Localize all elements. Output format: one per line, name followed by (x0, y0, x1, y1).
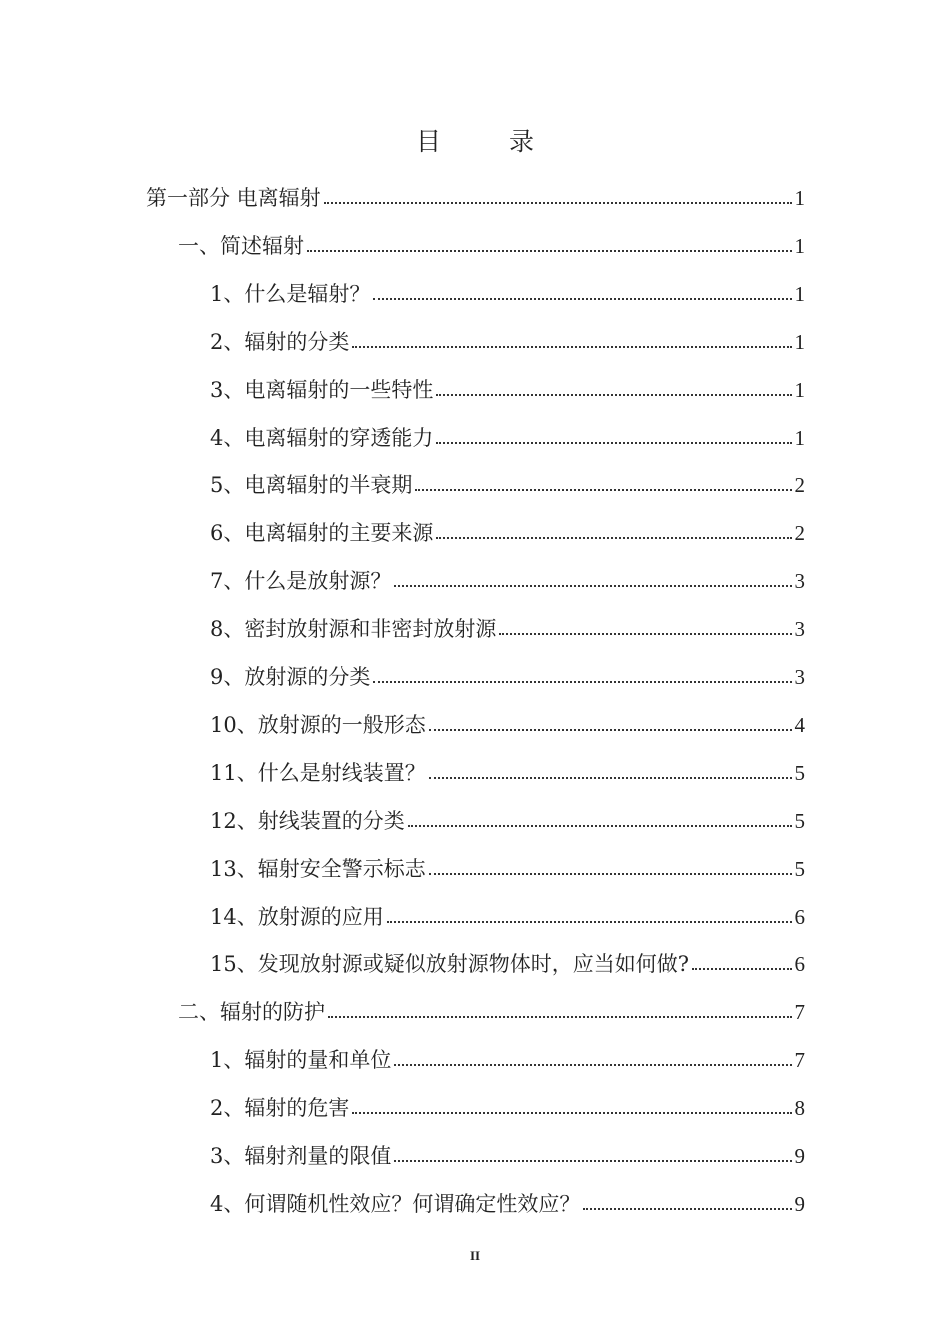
dot-leader (307, 250, 792, 252)
toc-entry-page-number: 2 (794, 473, 805, 498)
toc-entry-label: 8、密封放射源和非密封放射源 (210, 617, 497, 642)
dot-leader (352, 346, 791, 348)
toc-entry[interactable] (178, 984, 805, 1024)
toc-entry-page-number: 2 (794, 521, 805, 546)
toc-entry[interactable] (146, 170, 805, 210)
toc-entry-page-number: 4 (794, 712, 805, 737)
toc-entry-label: 一、简述辐射 (178, 233, 304, 258)
dot-leader (429, 729, 792, 731)
toc-entry-label: 第一部分 电离辐射 (146, 186, 321, 210)
dot-leader (436, 442, 791, 444)
dot-leader (394, 1160, 791, 1162)
dot-leader (373, 681, 791, 683)
dot-leader (394, 1064, 791, 1066)
toc-entry[interactable] (210, 410, 805, 450)
toc-entry-page-number: 1 (794, 186, 805, 210)
dot-leader (324, 202, 792, 204)
toc-entry-label: 5、电离辐射的半衰期 (210, 473, 413, 498)
toc-entry[interactable] (210, 649, 805, 689)
toc-entry[interactable] (210, 697, 805, 737)
dot-leader (352, 1112, 791, 1114)
toc-entry-label: 13、辐射安全警示标志 (210, 856, 426, 881)
toc-entry[interactable] (210, 553, 805, 593)
toc-entry[interactable] (210, 889, 805, 929)
toc-entry[interactable] (210, 1176, 805, 1216)
toc-entry-page-number: 3 (794, 569, 805, 594)
toc-entry-page-number: 1 (794, 425, 805, 450)
toc-entry-page-number: 3 (794, 665, 805, 689)
toc-entry[interactable] (210, 266, 805, 306)
toc-entry-page-number: 9 (794, 1144, 805, 1168)
toc-entry-page-number: 1 (794, 329, 805, 354)
toc-entry-page-number: 6 (794, 952, 805, 977)
toc-entry[interactable] (210, 841, 805, 881)
dot-leader (436, 394, 791, 396)
toc-entry[interactable] (178, 218, 805, 258)
dot-leader (408, 825, 792, 827)
toc-entry-label: 1、辐射的量和单位 (210, 1048, 392, 1073)
toc-entry-page-number: 5 (794, 856, 805, 881)
toc-entry-label: 15、发现放射源或疑似放射源物体时，应当如何做? (210, 952, 689, 977)
dot-leader (387, 921, 792, 923)
toc-entry[interactable] (210, 1032, 805, 1072)
toc-entry-label: 二、辐射的防护 (178, 1000, 325, 1025)
toc-entry-label: 7、什么是放射源？ (210, 569, 392, 594)
dot-leader (583, 1208, 791, 1210)
toc-entry[interactable] (210, 1080, 805, 1120)
toc-entry[interactable] (210, 314, 805, 354)
toc-entry-label: 14、放射源的应用 (210, 904, 384, 929)
dot-leader (415, 489, 791, 491)
toc-entry-label: 1、什么是辐射？ (210, 281, 371, 306)
toc-entry-page-number: 1 (794, 281, 805, 306)
toc-entry-page-number: 3 (794, 617, 805, 642)
toc-entry-label: 3、电离辐射的一些特性 (210, 377, 434, 402)
toc-entry-page-number: 6 (794, 904, 805, 929)
dot-leader (499, 633, 791, 635)
toc-entry-label: 4、何谓随机性效应？何谓确定性效应？ (210, 1191, 581, 1216)
toc-entry[interactable] (210, 601, 805, 641)
toc-entry-label: 10、放射源的一般形态 (210, 712, 426, 737)
toc-entry-label: 9、放射源的分类 (210, 665, 371, 689)
toc-entry-label: 6、电离辐射的主要来源 (210, 521, 434, 546)
dot-leader (429, 777, 792, 779)
toc-entry-page-number: 7 (794, 1000, 805, 1025)
toc-entry-label: 4、电离辐射的穿透能力 (210, 425, 434, 450)
toc-entry-page-number: 7 (794, 1048, 805, 1073)
dot-leader (429, 873, 792, 875)
toc-entry-page-number: 1 (794, 233, 805, 258)
page-number-footer: II (469, 1248, 481, 1263)
toc-entry[interactable] (210, 362, 805, 402)
toc-entry-page-number: 8 (794, 1096, 805, 1121)
toc-entry-page-number: 1 (794, 377, 805, 402)
toc-entry[interactable] (210, 793, 805, 833)
toc-entry-page-number: 9 (794, 1191, 805, 1216)
toc-entry-label: 2、辐射的分类 (210, 329, 350, 354)
dot-leader (436, 537, 791, 539)
dot-leader (692, 968, 792, 970)
toc-entry[interactable] (210, 936, 805, 976)
toc-entry-page-number: 5 (794, 808, 805, 833)
toc-entry[interactable] (210, 505, 805, 545)
toc-entry-label: 2、辐射的危害 (210, 1096, 350, 1121)
toc-entry-label: 11、什么是射线装置？ (210, 760, 426, 785)
dot-leader (328, 1016, 792, 1018)
toc-entry[interactable] (210, 457, 805, 497)
page-title: 目 录 (416, 127, 564, 156)
dot-leader (373, 298, 791, 300)
toc-entry-label: 3、辐射剂量的限值 (210, 1144, 392, 1168)
toc-entry-label: 12、射线装置的分类 (210, 808, 405, 833)
toc-entry[interactable] (210, 1128, 805, 1168)
dot-leader (394, 585, 791, 587)
toc-entry-page-number: 5 (794, 760, 805, 785)
toc-entry[interactable] (210, 745, 805, 785)
